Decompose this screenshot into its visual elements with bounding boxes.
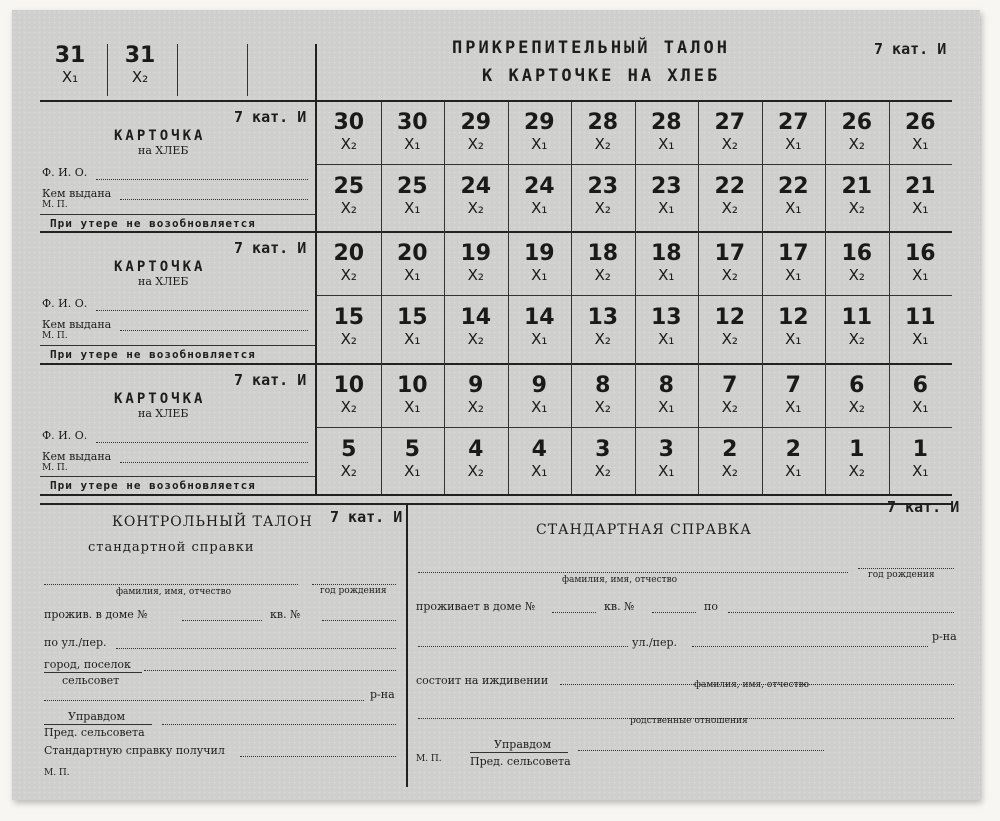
- column-divider: [889, 102, 890, 494]
- stub-mp: М. П.: [42, 200, 68, 210]
- coupon-number: 3: [658, 437, 674, 462]
- coupon-number: 3: [595, 437, 611, 462]
- coupon-code: X₂: [594, 330, 611, 348]
- stub-lost-note: При утере не возобновляется: [50, 479, 256, 492]
- coupon-code: X₁: [912, 266, 929, 284]
- coupon-code: X₁: [404, 398, 421, 416]
- attachment-coupon-title: ПРИКРЕПИТЕЛЬНЫЙ ТАЛОН: [452, 38, 730, 58]
- band-divider: [40, 503, 952, 505]
- underline: [44, 724, 152, 725]
- coupon[interactable]: [571, 175, 635, 217]
- stub-category: 7 кат. И: [234, 371, 307, 389]
- coupon-code: X₂: [721, 199, 738, 217]
- dependents-label: состоит на иждивении: [416, 674, 549, 687]
- coupon[interactable]: [698, 374, 762, 416]
- coupon[interactable]: [762, 306, 826, 348]
- coupon[interactable]: [825, 175, 889, 217]
- birth-year-field[interactable]: [858, 568, 954, 569]
- city-label: город, поселок: [44, 658, 131, 671]
- column-divider: [762, 102, 763, 494]
- stub-subtitle: на ХЛЕБ: [138, 144, 189, 157]
- stub-lost-note: При утере не возобновляется: [50, 348, 256, 361]
- stub-category: 7 кат. И: [234, 108, 307, 126]
- coupon[interactable]: [762, 438, 826, 480]
- coupon[interactable]: [317, 175, 381, 217]
- coupon[interactable]: [698, 306, 762, 348]
- coupon-number: 28: [650, 110, 682, 135]
- coupon[interactable]: [381, 306, 445, 348]
- coupon-number: 25: [333, 174, 365, 199]
- stub-fio-label: Ф. И. О.: [42, 166, 88, 179]
- coupon[interactable]: [889, 242, 953, 284]
- coupon-number: 11: [904, 305, 936, 330]
- coupon-code: X₁: [658, 266, 675, 284]
- coupon[interactable]: [698, 242, 762, 284]
- coupon-number: 30: [396, 110, 428, 135]
- coupon[interactable]: [508, 306, 572, 348]
- coupon-code: X₁: [61, 68, 79, 86]
- coupon-number: 10: [396, 373, 428, 398]
- stub-title: КАРТОЧКА: [114, 391, 206, 407]
- coupon-code: X₂: [594, 135, 611, 153]
- coupon[interactable]: [635, 306, 699, 348]
- coupon[interactable]: [444, 374, 508, 416]
- stub-mp: М. П.: [42, 331, 68, 341]
- fio-field[interactable]: [96, 442, 308, 443]
- coupon-number: 17: [777, 241, 809, 266]
- coupon-code: X₁: [912, 330, 929, 348]
- coupon-code: X₂: [848, 266, 865, 284]
- stub-category: 7 кат. И: [234, 239, 307, 257]
- coupon-number: 18: [650, 241, 682, 266]
- stub-lost-note: При утере не возобновляется: [50, 217, 256, 230]
- district-label: р-на: [370, 688, 395, 701]
- coupon[interactable]: [571, 438, 635, 480]
- band-divider: [40, 100, 952, 102]
- fio-caption-2: фамилия, имя, отчество: [694, 680, 810, 690]
- coupon[interactable]: [698, 175, 762, 217]
- manager-label: Управдом: [494, 738, 552, 751]
- coupon[interactable]: [508, 374, 572, 416]
- column-divider: [635, 102, 636, 494]
- coupon-number: 14: [523, 305, 555, 330]
- street-label: ул./пер.: [632, 636, 678, 649]
- coupon-number: 31: [54, 43, 86, 68]
- coupon-number: 20: [333, 241, 365, 266]
- coupon[interactable]: [825, 374, 889, 416]
- coupon[interactable]: [508, 175, 572, 217]
- coupon-number: 30: [333, 110, 365, 135]
- fio-field[interactable]: [96, 179, 308, 180]
- house-label: прожив. в доме №: [44, 608, 148, 621]
- coupon-code: X₁: [785, 462, 802, 480]
- coupon-number: 23: [650, 174, 682, 199]
- coupon-code: X₁: [404, 330, 421, 348]
- coupon-code: X₂: [594, 462, 611, 480]
- coupon-code: X₁: [531, 199, 548, 217]
- coupon-code: X₁: [912, 398, 929, 416]
- column-divider: [508, 102, 509, 494]
- control-stub-mp: М. П.: [44, 768, 70, 778]
- on-label: по: [704, 600, 718, 613]
- coupon-number: 26: [841, 110, 873, 135]
- coupon[interactable]: [381, 111, 445, 153]
- bottom-divider: [406, 505, 408, 787]
- coupon[interactable]: [825, 242, 889, 284]
- coupon[interactable]: [508, 242, 572, 284]
- apartment-field[interactable]: [322, 620, 396, 621]
- coupon-number: 31: [124, 43, 156, 68]
- coupon-code: X₁: [658, 462, 675, 480]
- location-field[interactable]: [728, 612, 954, 613]
- coupon[interactable]: [444, 111, 508, 153]
- coupon-number: 21: [841, 174, 873, 199]
- coupon-code: X₂: [467, 199, 484, 217]
- coupon[interactable]: [317, 111, 381, 153]
- coupon-code: X₂: [721, 398, 738, 416]
- coupon-number: 19: [523, 241, 555, 266]
- column-divider: [571, 102, 572, 494]
- coupon[interactable]: [825, 306, 889, 348]
- coupon[interactable]: [571, 306, 635, 348]
- coupon-code: X₁: [658, 398, 675, 416]
- coupon-code: X₁: [531, 398, 548, 416]
- coupon-code: X₁: [785, 398, 802, 416]
- coupon-number: 8: [658, 373, 674, 398]
- coupon-number: 11: [841, 305, 873, 330]
- coupon-number: 2: [722, 437, 738, 462]
- coupon-number: 16: [904, 241, 936, 266]
- coupon-code: X₁: [531, 266, 548, 284]
- coupon-number: 7: [722, 373, 738, 398]
- coupon[interactable]: [444, 175, 508, 217]
- band-divider: [40, 494, 952, 496]
- coupon-code: X₂: [467, 330, 484, 348]
- control-stub-title: КОНТРОЛЬНЫЙ ТАЛОН: [112, 514, 313, 530]
- coupon-number: 24: [460, 174, 492, 199]
- coupon-number: 1: [849, 437, 865, 462]
- column-divider: [381, 102, 382, 494]
- coupon[interactable]: [444, 306, 508, 348]
- coupon-number: 16: [841, 241, 873, 266]
- stub-subtitle: на ХЛЕБ: [138, 407, 189, 420]
- coupon-code: X₁: [785, 266, 802, 284]
- coupon-code: X₂: [594, 199, 611, 217]
- coupon[interactable]: [571, 242, 635, 284]
- coupon[interactable]: [317, 242, 381, 284]
- coupon-code: X₂: [340, 199, 357, 217]
- certificate-mp: М. П.: [416, 754, 442, 764]
- coupon[interactable]: [635, 242, 699, 284]
- coupon-number: 13: [650, 305, 682, 330]
- coupon[interactable]: [635, 374, 699, 416]
- coupon-code: X₂: [594, 266, 611, 284]
- stub-divider: [40, 345, 315, 346]
- coupon-number: 9: [468, 373, 484, 398]
- divider: [177, 44, 178, 96]
- coupon-code: X₁: [658, 330, 675, 348]
- fio-caption: фамилия, имя, отчество: [562, 575, 678, 585]
- underline: [470, 752, 568, 753]
- coupon-code: X₂: [848, 398, 865, 416]
- council-chair-label: Пред. сельсовета: [470, 755, 571, 768]
- control-stub-category: 7 кат. И: [330, 508, 403, 526]
- birth-year-caption: год рождения: [320, 586, 387, 596]
- coupon-number: 29: [460, 110, 492, 135]
- stub-title: КАРТОЧКА: [114, 128, 206, 144]
- certificate-category: 7 кат. И: [887, 498, 960, 516]
- coupon-code: X₂: [340, 266, 357, 284]
- stub-title: КАРТОЧКА: [114, 259, 206, 275]
- coupon-number: 20: [396, 241, 428, 266]
- apartment-label: кв. №: [604, 600, 635, 613]
- coupon[interactable]: [762, 242, 826, 284]
- coupon[interactable]: [508, 438, 572, 480]
- coupon[interactable]: [635, 175, 699, 217]
- received-label: Стандартную справку получил: [44, 744, 225, 757]
- coupon-number: 12: [714, 305, 746, 330]
- stub-issued-label: Кем выдана: [42, 450, 112, 463]
- coupon[interactable]: [825, 111, 889, 153]
- coupon[interactable]: [635, 111, 699, 153]
- coupon[interactable]: [762, 111, 826, 153]
- issued-field[interactable]: [120, 330, 308, 331]
- coupon[interactable]: [635, 438, 699, 480]
- coupon-code: X₁: [404, 266, 421, 284]
- coupon-number: 15: [396, 305, 428, 330]
- coupon-number: 28: [587, 110, 619, 135]
- coupon-code: X₁: [404, 462, 421, 480]
- coupon-code: X₂: [467, 462, 484, 480]
- column-divider: [698, 102, 699, 494]
- coupon-code: X₁: [531, 462, 548, 480]
- coupon[interactable]: [317, 374, 381, 416]
- category-label: 7 кат. И: [874, 40, 947, 58]
- coupon[interactable]: [889, 306, 953, 348]
- coupon-code: X₂: [340, 330, 357, 348]
- stub-divider: [40, 214, 315, 215]
- coupon[interactable]: [825, 438, 889, 480]
- coupon-number: 19: [460, 241, 492, 266]
- stub-subtitle: на ХЛЕБ: [138, 275, 189, 288]
- column-divider: [444, 102, 445, 494]
- coupon[interactable]: [381, 374, 445, 416]
- received-signature-field[interactable]: [240, 756, 396, 757]
- coupon[interactable]: [381, 175, 445, 217]
- birth-year-field[interactable]: [312, 584, 396, 585]
- coupon-31-x1[interactable]: [40, 44, 100, 86]
- coupon[interactable]: [571, 374, 635, 416]
- coupon-code: X₂: [848, 330, 865, 348]
- coupon-number: 24: [523, 174, 555, 199]
- birth-year-caption: год рождения: [868, 570, 935, 580]
- coupon-code: X₂: [131, 68, 149, 86]
- coupon[interactable]: [381, 242, 445, 284]
- stub-mp: М. П.: [42, 463, 68, 473]
- coupon-code: X₁: [531, 330, 548, 348]
- house-field[interactable]: [182, 620, 262, 621]
- coupon-number: 7: [785, 373, 801, 398]
- coupon[interactable]: [444, 242, 508, 284]
- divider: [247, 44, 248, 96]
- stub-divider: [40, 476, 315, 477]
- fio-field[interactable]: [418, 572, 848, 573]
- coupon-code: X₁: [404, 135, 421, 153]
- coupon-number: 27: [777, 110, 809, 135]
- coupon-code: X₂: [721, 330, 738, 348]
- divider: [315, 44, 317, 100]
- manager-signature-field[interactable]: [162, 724, 396, 725]
- coupon-code: X₁: [658, 199, 675, 217]
- coupon-number: 9: [531, 373, 547, 398]
- council-chair-label: Пред. сельсовета: [44, 726, 145, 739]
- coupon-number: 29: [523, 110, 555, 135]
- coupon[interactable]: [698, 111, 762, 153]
- stub-fio-label: Ф. И. О.: [42, 297, 88, 310]
- coupon-number: 6: [849, 373, 865, 398]
- coupon-code: X₁: [785, 330, 802, 348]
- coupon-code: X₂: [340, 135, 357, 153]
- coupon-number: 17: [714, 241, 746, 266]
- coupon-number: 4: [531, 437, 547, 462]
- coupon-code: X₁: [912, 135, 929, 153]
- coupon-31-x2[interactable]: [110, 44, 170, 86]
- issued-field[interactable]: [120, 199, 308, 200]
- street-field[interactable]: [116, 648, 396, 649]
- coupon[interactable]: [381, 438, 445, 480]
- coupon-number: 23: [587, 174, 619, 199]
- coupon-number: 10: [333, 373, 365, 398]
- divider: [107, 44, 108, 96]
- coupon-number: 13: [587, 305, 619, 330]
- coupon-number: 22: [777, 174, 809, 199]
- coupon-number: 27: [714, 110, 746, 135]
- coupon-code: X₁: [658, 135, 675, 153]
- coupon-code: X₂: [848, 135, 865, 153]
- coupon-number: 5: [404, 437, 420, 462]
- bread-ration-card: [12, 10, 980, 800]
- coupon-code: X₂: [467, 266, 484, 284]
- coupon[interactable]: [762, 175, 826, 217]
- coupon-code: X₁: [531, 135, 548, 153]
- coupon[interactable]: [889, 175, 953, 217]
- village-council-label: сельсовет: [62, 674, 120, 687]
- coupon[interactable]: [889, 111, 953, 153]
- coupon-code: X₂: [340, 462, 357, 480]
- coupon-code: X₁: [912, 462, 929, 480]
- coupon-number: 6: [912, 373, 928, 398]
- apartment-field[interactable]: [652, 612, 696, 613]
- coupon-number: 18: [587, 241, 619, 266]
- coupon[interactable]: [508, 111, 572, 153]
- coupon-code: X₂: [467, 135, 484, 153]
- signature-field[interactable]: [578, 750, 824, 751]
- coupon[interactable]: [889, 438, 953, 480]
- coupon-number: 15: [333, 305, 365, 330]
- coupon-code: X₂: [340, 398, 357, 416]
- house-label: проживает в доме №: [416, 600, 536, 613]
- fio-field[interactable]: [44, 584, 298, 585]
- coupon-number: 21: [904, 174, 936, 199]
- city-field[interactable]: [144, 670, 396, 671]
- coupon[interactable]: [317, 306, 381, 348]
- coupon-number: 5: [341, 437, 357, 462]
- stub-issued-label: Кем выдана: [42, 187, 112, 200]
- coupon-number: 8: [595, 373, 611, 398]
- fio-caption: фамилия, имя, отчество: [116, 587, 232, 597]
- coupon-code: X₂: [721, 266, 738, 284]
- coupon-code: X₁: [912, 199, 929, 217]
- control-stub-subtitle: стандартной справки: [88, 540, 255, 555]
- underline: [44, 672, 142, 673]
- coupon-number: 1: [912, 437, 928, 462]
- coupon[interactable]: [317, 438, 381, 480]
- district-field[interactable]: [44, 700, 364, 701]
- column-divider: [825, 102, 826, 494]
- stub-fio-label: Ф. И. О.: [42, 429, 88, 442]
- coupon-code: X₂: [721, 462, 738, 480]
- coupon-number: 4: [468, 437, 484, 462]
- coupon[interactable]: [698, 438, 762, 480]
- issued-field[interactable]: [120, 462, 308, 463]
- coupon-number: 2: [785, 437, 801, 462]
- grid-left-border: [315, 100, 317, 495]
- coupon-code: X₁: [785, 135, 802, 153]
- street-label: по ул./пер.: [44, 636, 107, 649]
- coupon-code: X₂: [594, 398, 611, 416]
- band-divider: [40, 363, 952, 365]
- coupon-code: X₂: [848, 199, 865, 217]
- coupon-number: 25: [396, 174, 428, 199]
- coupon[interactable]: [444, 438, 508, 480]
- coupon-code: X₂: [848, 462, 865, 480]
- coupon-number: 22: [714, 174, 746, 199]
- house-field[interactable]: [552, 612, 596, 613]
- coupon[interactable]: [571, 111, 635, 153]
- apartment-label: кв. №: [270, 608, 301, 621]
- coupon-number: 26: [904, 110, 936, 135]
- street-field[interactable]: [692, 646, 928, 647]
- coupon[interactable]: [762, 374, 826, 416]
- manager-label: Управдом: [68, 710, 126, 723]
- coupon-code: X₁: [785, 199, 802, 217]
- attachment-coupon-subtitle: К КАРТОЧКЕ НА ХЛЕБ: [482, 66, 721, 86]
- coupon[interactable]: [889, 374, 953, 416]
- coupon-number: 12: [777, 305, 809, 330]
- pre-street-field[interactable]: [418, 646, 628, 647]
- coupon-code: X₂: [721, 135, 738, 153]
- coupon-number: 14: [460, 305, 492, 330]
- relation-caption: родственные отношения: [630, 716, 748, 726]
- fio-field[interactable]: [96, 310, 308, 311]
- band-divider: [40, 231, 952, 233]
- coupon-code: X₁: [404, 199, 421, 217]
- coupon-code: X₂: [467, 398, 484, 416]
- certificate-title: СТАНДАРТНАЯ СПРАВКА: [536, 522, 752, 538]
- stub-issued-label: Кем выдана: [42, 318, 112, 331]
- district-label: р-на: [932, 630, 957, 643]
